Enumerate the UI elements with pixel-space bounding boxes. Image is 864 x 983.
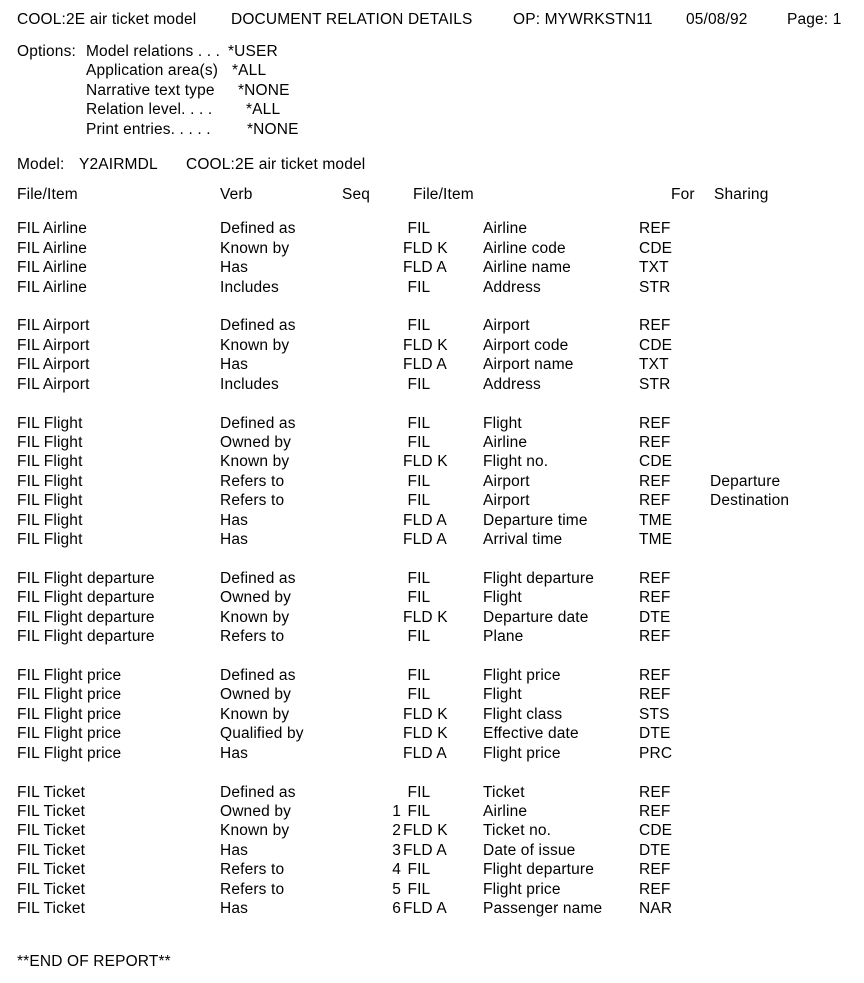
- row-for: PRC: [639, 744, 673, 762]
- row-verb: Refers to: [220, 492, 285, 510]
- row-verb: Refers to: [220, 628, 285, 646]
- row-sharing: Departure: [710, 472, 781, 490]
- table-row: [0, 627, 864, 646]
- table-row: [0, 452, 864, 471]
- row-verb: Known by: [220, 822, 290, 840]
- row-target-type: FLD K: [403, 336, 448, 354]
- row-target-type: FLD A: [403, 531, 447, 549]
- option-label: Print entries. . . . .: [86, 120, 211, 138]
- row-file-item: FIL Airline: [17, 239, 87, 257]
- option-label: Application area(s): [86, 62, 219, 80]
- table-row: [0, 394, 864, 413]
- end-of-report: **END OF REPORT**: [17, 953, 171, 970]
- row-target-item: Flight price: [483, 744, 561, 762]
- row-target-item: Flight class: [483, 705, 563, 723]
- option-value: *NONE: [247, 120, 299, 138]
- row-file-item: FIL Airport: [17, 336, 90, 354]
- row-target-item: Ticket: [483, 783, 525, 801]
- table-row: [0, 549, 864, 568]
- row-target-type: FLD A: [403, 900, 447, 918]
- row-target-type: FLD A: [403, 841, 447, 859]
- row-target-type: FIL: [403, 686, 431, 704]
- header-page-number: Page: 1: [787, 11, 842, 28]
- row-verb: Defined as: [220, 569, 296, 587]
- table-row: [0, 491, 864, 510]
- row-for: REF: [639, 686, 671, 704]
- row-file-item: FIL Flight price: [17, 667, 122, 684]
- row-target-item: Airport: [483, 472, 530, 490]
- column-header-verb: Verb: [220, 186, 253, 203]
- row-for: REF: [639, 589, 671, 607]
- option-row: [0, 120, 864, 139]
- row-for: REF: [639, 569, 671, 587]
- row-for: STR: [639, 375, 671, 393]
- row-target-item: Airline: [483, 220, 528, 238]
- table-row: [0, 802, 864, 821]
- row-target-item: Flight: [483, 414, 522, 432]
- row-seq: 3: [392, 841, 401, 859]
- model-label: Model:: [17, 156, 65, 173]
- row-for: CDE: [639, 239, 673, 257]
- column-header-file-item-left: File/Item: [17, 186, 78, 203]
- row-file-item: FIL Ticket: [17, 880, 86, 898]
- option-row: [0, 61, 864, 80]
- row-target-item: Airport name: [483, 356, 574, 374]
- row-verb: Owned by: [220, 686, 291, 704]
- row-target-item: Airline: [483, 433, 528, 451]
- table-row: [0, 433, 864, 452]
- row-seq: 1: [392, 802, 401, 820]
- row-file-item: FIL Flight price: [17, 744, 122, 762]
- row-seq: 5: [392, 880, 401, 898]
- row-target-item: Flight: [483, 589, 522, 607]
- row-file-item: FIL Flight: [17, 472, 83, 490]
- row-target-type: FIL: [403, 433, 431, 451]
- row-file-item: FIL Flight: [17, 433, 83, 451]
- row-target-item: Airport code: [483, 336, 569, 354]
- row-verb: Refers to: [220, 472, 285, 490]
- row-target-type: FLD K: [403, 725, 448, 743]
- table-row: [0, 841, 864, 860]
- row-target-item: Flight price: [483, 880, 561, 898]
- option-value: *ALL: [232, 62, 267, 80]
- table-row: [0, 705, 864, 724]
- table-row: [0, 744, 864, 763]
- table-row: [0, 258, 864, 277]
- row-for: REF: [639, 628, 671, 646]
- row-for: REF: [639, 433, 671, 451]
- option-label: Model relations . . .: [86, 43, 221, 60]
- row-seq: 4: [392, 861, 401, 879]
- row-for: DTE: [639, 725, 671, 743]
- table-row: [0, 530, 864, 549]
- row-verb: Defined as: [220, 317, 296, 335]
- row-file-item: FIL Flight: [17, 453, 83, 471]
- row-target-item: Arrival time: [483, 531, 563, 549]
- options-prefix-label: Options:: [17, 43, 76, 60]
- row-target-type: FLD K: [403, 608, 448, 626]
- column-header-seq: Seq: [342, 186, 371, 203]
- row-for: CDE: [639, 453, 673, 471]
- row-target-item: Flight no.: [483, 453, 549, 471]
- row-for: REF: [639, 220, 671, 238]
- row-target-item: Airport: [483, 317, 530, 335]
- row-file-item: FIL Ticket: [17, 900, 86, 918]
- row-file-item: FIL Ticket: [17, 783, 86, 801]
- table-row: [0, 472, 864, 491]
- row-file-item: FIL Ticket: [17, 822, 86, 840]
- row-verb: Owned by: [220, 802, 291, 820]
- table-row: [0, 316, 864, 335]
- row-verb: Known by: [220, 453, 290, 471]
- report-title: DOCUMENT RELATION DETAILS: [231, 11, 473, 28]
- row-target-type: FLD K: [403, 705, 448, 723]
- row-target-item: Date of issue: [483, 841, 576, 859]
- row-for: REF: [639, 783, 671, 801]
- row-for: CDE: [639, 336, 673, 354]
- table-row: [0, 899, 864, 918]
- option-value: *NONE: [238, 81, 290, 99]
- row-file-item: FIL Ticket: [17, 861, 86, 879]
- row-file-item: FIL Airline: [17, 220, 87, 238]
- option-row: [0, 81, 864, 100]
- row-target-item: Departure time: [483, 511, 588, 529]
- row-target-item: Flight departure: [483, 861, 594, 879]
- row-target-type: FIL: [403, 667, 431, 684]
- row-target-type: FIL: [403, 492, 431, 510]
- row-verb: Defined as: [220, 220, 296, 238]
- row-file-item: FIL Ticket: [17, 802, 86, 820]
- table-row: [0, 685, 864, 704]
- row-target-item: Address: [483, 375, 541, 393]
- row-file-item: FIL Flight departure: [17, 628, 155, 646]
- row-verb: Known by: [220, 336, 290, 354]
- row-for: TXT: [639, 356, 669, 374]
- row-verb: Owned by: [220, 433, 291, 451]
- row-target-type: FLD K: [403, 453, 448, 471]
- table-row: [0, 355, 864, 374]
- table-row: [0, 763, 864, 782]
- row-target-type: FIL: [403, 414, 431, 432]
- row-file-item: FIL Flight: [17, 511, 83, 529]
- row-target-type: FLD A: [403, 744, 447, 762]
- row-target-item: Airline code: [483, 239, 566, 257]
- row-seq: 6: [392, 900, 401, 918]
- row-target-type: FIL: [403, 628, 431, 646]
- option-value: *ALL: [246, 101, 281, 119]
- row-for: NAR: [639, 900, 673, 918]
- row-verb: Has: [220, 259, 249, 277]
- row-target-item: Passenger name: [483, 900, 603, 918]
- row-target-type: FIL: [403, 472, 431, 490]
- row-file-item: FIL Airport: [17, 356, 90, 374]
- options-block: [0, 42, 864, 139]
- row-for: DTE: [639, 841, 671, 859]
- column-header-for: For: [671, 186, 695, 203]
- row-for: REF: [639, 880, 671, 898]
- row-target-type: FIL: [403, 880, 431, 898]
- model-code: Y2AIRMDL: [79, 156, 158, 173]
- row-target-type: FIL: [403, 802, 431, 820]
- table-row: [0, 821, 864, 840]
- table-row: [0, 666, 864, 685]
- table-row: [0, 783, 864, 802]
- row-file-item: FIL Flight price: [17, 705, 122, 723]
- row-target-type: FIL: [403, 861, 431, 879]
- row-target-type: FIL: [403, 317, 431, 335]
- table-row: [0, 647, 864, 666]
- row-file-item: FIL Flight departure: [17, 589, 155, 607]
- header-operator: OP: MYWRKSTN11: [513, 11, 653, 28]
- option-label: Relation level. . . .: [86, 101, 213, 119]
- table-row: [0, 880, 864, 899]
- row-target-type: FIL: [403, 569, 431, 587]
- row-target-item: Plane: [483, 628, 524, 646]
- table-header-row: [0, 185, 864, 204]
- row-file-item: FIL Flight: [17, 531, 83, 549]
- row-verb: Has: [220, 511, 249, 529]
- table-row: [0, 297, 864, 316]
- row-verb: Has: [220, 531, 249, 549]
- table-row: [0, 588, 864, 607]
- row-for: REF: [639, 492, 671, 510]
- row-verb: Qualified by: [220, 725, 304, 743]
- row-verb: Known by: [220, 705, 290, 723]
- row-for: STR: [639, 278, 671, 296]
- row-file-item: FIL Airline: [17, 278, 87, 296]
- row-seq: 2: [392, 822, 401, 840]
- row-file-item: FIL Flight price: [17, 725, 122, 743]
- row-target-type: FLD A: [403, 356, 447, 374]
- row-for: STS: [639, 705, 670, 723]
- header-model-name: COOL:2E air ticket model: [17, 11, 197, 28]
- row-verb: Defined as: [220, 414, 296, 432]
- row-for: REF: [639, 472, 671, 490]
- model-line: [0, 155, 864, 174]
- row-for: TME: [639, 531, 673, 549]
- row-verb: Has: [220, 356, 249, 374]
- table-row: [0, 608, 864, 627]
- row-target-item: Flight departure: [483, 569, 594, 587]
- row-verb: Includes: [220, 278, 279, 296]
- table-row: [0, 219, 864, 238]
- row-verb: Known by: [220, 239, 290, 257]
- row-target-item: Airport: [483, 492, 530, 510]
- row-target-type: FIL: [403, 589, 431, 607]
- row-target-item: Address: [483, 278, 541, 296]
- table-row: [0, 278, 864, 297]
- row-for: REF: [639, 861, 671, 879]
- table-row: [0, 724, 864, 743]
- column-header-file-item-right: File/Item: [413, 186, 474, 203]
- row-target-type: FIL: [403, 783, 431, 801]
- row-verb: Owned by: [220, 589, 291, 607]
- table-row: [0, 860, 864, 879]
- row-target-item: Flight price: [483, 667, 561, 684]
- row-verb: Defined as: [220, 667, 296, 684]
- row-file-item: FIL Flight price: [17, 686, 122, 704]
- report-header: [0, 10, 864, 30]
- table-row: [0, 569, 864, 588]
- row-verb: Has: [220, 900, 249, 918]
- option-row: [0, 100, 864, 119]
- row-file-item: FIL Ticket: [17, 841, 86, 859]
- row-file-item: FIL Flight departure: [17, 569, 155, 587]
- option-row: [0, 42, 864, 61]
- row-verb: Refers to: [220, 880, 285, 898]
- row-target-item: Airline: [483, 802, 528, 820]
- row-file-item: FIL Airline: [17, 259, 87, 277]
- row-for: TME: [639, 511, 673, 529]
- row-target-type: FIL: [403, 278, 431, 296]
- row-verb: Includes: [220, 375, 279, 393]
- row-target-type: FLD A: [403, 259, 447, 277]
- row-target-type: FLD K: [403, 239, 448, 257]
- row-target-item: Airline name: [483, 259, 571, 277]
- table-row: [0, 414, 864, 433]
- row-file-item: FIL Airport: [17, 317, 90, 335]
- row-file-item: FIL Flight: [17, 414, 83, 432]
- table-row: [0, 511, 864, 530]
- row-target-type: FLD K: [403, 822, 448, 840]
- row-verb: Has: [220, 841, 249, 859]
- header-date: 05/08/92: [686, 11, 748, 28]
- row-for: TXT: [639, 259, 669, 277]
- row-target-type: FIL: [403, 375, 431, 393]
- row-for: REF: [639, 667, 671, 684]
- row-sharing: Destination: [710, 492, 790, 510]
- option-label: Narrative text type: [86, 81, 215, 99]
- row-verb: Has: [220, 744, 249, 762]
- table-row: [0, 375, 864, 394]
- row-target-type: FIL: [403, 220, 431, 238]
- row-for: DTE: [639, 608, 671, 626]
- row-verb: Defined as: [220, 783, 296, 801]
- row-for: REF: [639, 317, 671, 335]
- model-name: COOL:2E air ticket model: [186, 156, 366, 173]
- row-target-type: FLD A: [403, 511, 447, 529]
- column-header-sharing: Sharing: [714, 186, 769, 203]
- option-value: *USER: [228, 43, 278, 60]
- table-row: [0, 336, 864, 355]
- row-target-item: Flight: [483, 686, 522, 704]
- row-for: REF: [639, 414, 671, 432]
- row-file-item: FIL Airport: [17, 375, 90, 393]
- row-file-item: FIL Flight departure: [17, 608, 155, 626]
- table-row: [0, 239, 864, 258]
- row-file-item: FIL Flight: [17, 492, 83, 510]
- row-target-item: Departure date: [483, 608, 589, 626]
- row-for: REF: [639, 802, 671, 820]
- row-verb: Refers to: [220, 861, 285, 879]
- row-for: CDE: [639, 822, 673, 840]
- relations-table: [0, 219, 864, 918]
- row-target-item: Ticket no.: [483, 822, 552, 840]
- row-verb: Known by: [220, 608, 290, 626]
- row-target-item: Effective date: [483, 725, 579, 743]
